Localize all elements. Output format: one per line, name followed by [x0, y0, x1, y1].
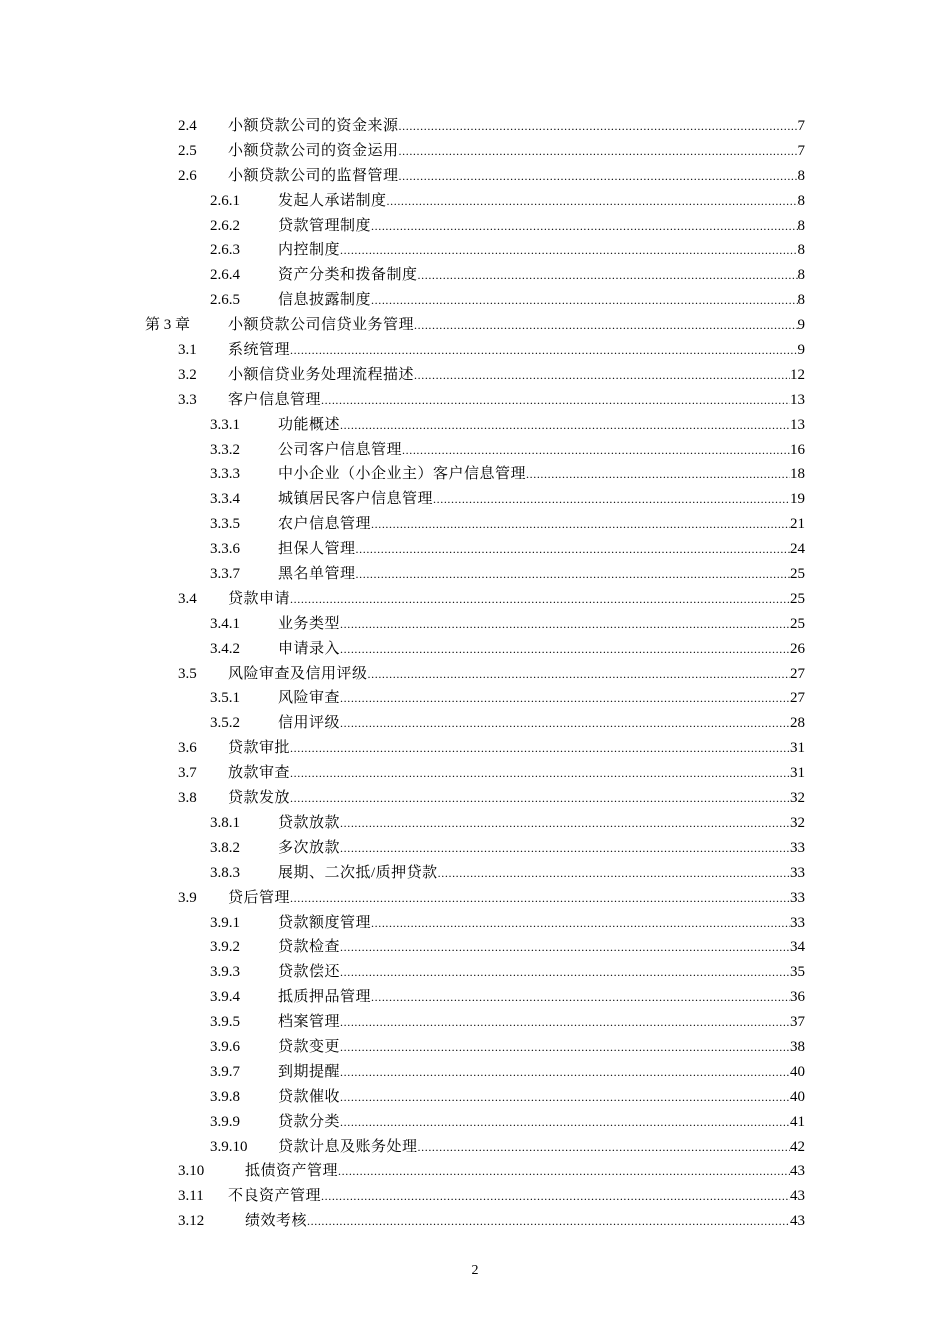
toc-entry-line — [278, 686, 805, 711]
toc-entry-line — [245, 1209, 805, 1234]
toc-entry-number: 2.6 — [178, 167, 197, 184]
toc-entry-line — [278, 1010, 805, 1035]
toc-entry-number: 3.9.2 — [210, 939, 240, 956]
toc-entry-page: 21 — [790, 516, 805, 533]
toc-dot-leader — [340, 1010, 790, 1035]
toc-entry-page: 7 — [797, 142, 805, 159]
toc-entry-line — [228, 761, 805, 786]
toc-entry-line — [278, 861, 805, 886]
toc-entry[interactable] — [0, 935, 950, 960]
toc-entry-title: 公司客户信息管理 — [278, 441, 403, 458]
toc-entry-number: 3.7 — [178, 765, 197, 782]
toc-dot-leader — [340, 1035, 790, 1060]
toc-entry-page: 41 — [790, 1113, 805, 1130]
toc-entry-line — [278, 836, 805, 861]
toc-entry-number: 2.4 — [178, 118, 197, 134]
toc-entry-line — [228, 587, 805, 612]
toc-entry-number: 2.6.5 — [210, 292, 240, 309]
toc-entry[interactable] — [0, 537, 950, 562]
toc-entry-page: 35 — [790, 964, 805, 981]
toc-entry-title: 到期提醒 — [278, 1063, 341, 1080]
toc-entry-number: 3.6 — [178, 740, 197, 757]
toc-entry-line — [278, 288, 805, 313]
toc-entry-number: 3.9.3 — [210, 964, 240, 981]
toc-dot-leader — [340, 711, 790, 736]
toc-entry-line — [228, 662, 805, 687]
toc-entry-line — [278, 960, 805, 985]
toc-entry-title: 系统管理 — [228, 342, 291, 359]
toc-entry-number: 3.3.4 — [210, 491, 240, 508]
toc-entry-page: 31 — [790, 765, 805, 782]
toc-entry-page: 28 — [790, 715, 805, 732]
toc-entry-title: 农户信息管理 — [278, 516, 372, 533]
toc-entry-line — [278, 911, 805, 936]
toc-entry-title: 贷款计息及账务处理 — [278, 1138, 418, 1155]
toc-entry-number: 2.6.4 — [210, 267, 240, 284]
toc-entry-page: 13 — [790, 391, 805, 408]
toc-entry-page: 8 — [797, 192, 805, 209]
toc-entry-number: 3.10 — [178, 1163, 205, 1180]
toc-entry[interactable] — [0, 587, 950, 612]
toc-entry-title: 内控制度 — [278, 242, 341, 259]
toc-entry-page: 9 — [797, 317, 805, 334]
toc-dot-leader — [340, 612, 790, 637]
table-of-contents — [0, 114, 950, 1234]
toc-entry[interactable] — [0, 288, 950, 313]
toc-entry-number: 3.5 — [178, 665, 197, 682]
toc-entry-line — [228, 139, 805, 164]
toc-entry-title: 风险审查 — [278, 690, 341, 707]
toc-entry-number: 3.9.5 — [210, 1014, 240, 1031]
toc-dot-leader — [340, 413, 790, 438]
toc-entry-line — [278, 1110, 805, 1135]
toc-entry-line — [228, 114, 805, 139]
toc-entry-number: 2.6.1 — [210, 192, 240, 209]
toc-entry-title: 贷款检查 — [278, 939, 341, 956]
toc-entry-title: 多次放款 — [278, 839, 341, 856]
page-number: 2 — [471, 1263, 479, 1278]
toc-entry-number: 3.2 — [178, 366, 197, 383]
toc-entry-number: 3.9.4 — [210, 989, 240, 1006]
toc-entry-title: 档案管理 — [278, 1014, 341, 1031]
toc-entry[interactable] — [0, 861, 950, 886]
toc-entry-page: 40 — [790, 1088, 805, 1105]
toc-entry-title: 业务类型 — [278, 615, 341, 632]
toc-dot-leader — [338, 1159, 790, 1184]
toc-entry[interactable] — [0, 388, 950, 413]
toc-entry-number: 3.8.3 — [210, 864, 240, 881]
toc-entry-page: 33 — [790, 839, 805, 856]
toc-entry[interactable] — [0, 139, 950, 164]
toc-entry-title: 抵质押品管理 — [278, 989, 372, 1006]
toc-entry-number: 3.9.6 — [210, 1038, 240, 1055]
toc-dot-leader — [402, 438, 790, 463]
toc-entry-line — [278, 612, 805, 637]
toc-entry-page: 34 — [790, 939, 805, 956]
toc-entry[interactable] — [0, 1060, 950, 1085]
toc-dot-leader — [371, 214, 797, 239]
toc-entry-line — [278, 214, 805, 239]
toc-entry-number: 3.12 — [178, 1213, 205, 1230]
toc-dot-leader — [414, 313, 797, 338]
toc-entry-number: 2.6.2 — [210, 217, 240, 234]
toc-entry-title: 贷款变更 — [278, 1038, 341, 1055]
toc-entry[interactable] — [0, 214, 950, 239]
toc-entry-title: 抵债资产管理 — [245, 1163, 339, 1180]
toc-entry[interactable] — [0, 1010, 950, 1035]
toc-entry-title: 小额信贷业务处理流程描述 — [228, 366, 415, 383]
toc-dot-leader — [399, 114, 798, 139]
toc-entry-page: 8 — [797, 167, 805, 184]
toc-entry-line — [228, 388, 805, 413]
toc-entry-page: 40 — [790, 1063, 805, 1080]
toc-entry-page: 32 — [790, 790, 805, 807]
toc-entry-line — [278, 1085, 805, 1110]
toc-entry[interactable] — [0, 1085, 950, 1110]
toc-entry-page: 8 — [797, 217, 805, 234]
toc-entry-line — [278, 1035, 805, 1060]
toc-entry[interactable] — [0, 637, 950, 662]
toc-entry[interactable] — [0, 1035, 950, 1060]
toc-entry-page: 33 — [790, 889, 805, 906]
toc-entry-title: 小额贷款公司的资金运用 — [228, 142, 399, 159]
toc-entry-page: 38 — [790, 1038, 805, 1055]
toc-dot-leader — [418, 1135, 790, 1160]
toc-entry-page: 19 — [790, 491, 805, 508]
toc-entry-title: 申请录入 — [278, 640, 341, 657]
toc-entry-title: 贷后管理 — [228, 889, 291, 906]
toc-entry-page: 27 — [790, 690, 805, 707]
toc-entry-number: 3.3.1 — [210, 416, 240, 433]
toc-entry-title: 不良资产管理 — [228, 1188, 322, 1205]
toc-entry-title: 小额贷款公司的监督管理 — [228, 167, 399, 184]
toc-entry-number: 3.3.6 — [210, 541, 240, 558]
toc-entry[interactable] — [0, 438, 950, 463]
toc-entry[interactable] — [0, 711, 950, 736]
toc-entry-page: 18 — [790, 466, 805, 483]
toc-entry-number: 3.4.2 — [210, 640, 240, 657]
toc-entry-line — [278, 935, 805, 960]
toc-dot-leader — [356, 562, 790, 587]
toc-entry-line — [278, 263, 805, 288]
toc-dot-leader — [321, 1184, 790, 1209]
toc-entry[interactable] — [0, 662, 950, 687]
toc-dot-leader — [340, 1110, 790, 1135]
toc-entry-number: 3.8.1 — [210, 814, 240, 831]
toc-entry-page: 43 — [790, 1163, 805, 1180]
toc-entry-number: 3.5.2 — [210, 715, 240, 732]
toc-entry[interactable] — [0, 1184, 950, 1209]
toc-dot-leader — [414, 363, 790, 388]
toc-entry-title: 绩效考核 — [245, 1213, 308, 1230]
toc-dot-leader — [290, 761, 790, 786]
toc-entry-title: 贷款分类 — [278, 1113, 341, 1130]
toc-dot-leader — [340, 1060, 790, 1085]
toc-entry-line — [278, 512, 805, 537]
toc-entry-page: 36 — [790, 989, 805, 1006]
toc-entry-line — [228, 363, 805, 388]
toc-entry-page: 24 — [790, 541, 805, 558]
toc-entry-title: 城镇居民客户信息管理 — [278, 491, 434, 508]
toc-entry[interactable] — [0, 512, 950, 537]
toc-entry-line — [278, 487, 805, 512]
toc-entry-page: 13 — [790, 416, 805, 433]
toc-entry-title: 贷款偿还 — [278, 964, 341, 981]
toc-dot-leader — [340, 811, 790, 836]
toc-entry-title: 客户信息管理 — [228, 391, 322, 408]
toc-entry-number: 3.5.1 — [210, 690, 240, 707]
toc-entry-number: 3.8.2 — [210, 839, 240, 856]
toc-entry-title: 风险审查及信用评级 — [228, 665, 368, 682]
toc-entry-title: 功能概述 — [278, 416, 341, 433]
toc-entry-line — [278, 562, 805, 587]
toc-dot-leader — [340, 686, 790, 711]
toc-dot-leader — [371, 985, 790, 1010]
toc-entry-number: 3.3.7 — [210, 566, 240, 583]
toc-entry[interactable] — [0, 1159, 950, 1184]
toc-entry[interactable] — [0, 487, 950, 512]
toc-dot-leader — [290, 886, 790, 911]
toc-entry-page: 42 — [790, 1138, 805, 1155]
toc-entry-line — [228, 338, 805, 363]
toc-entry-title: 担保人管理 — [278, 541, 356, 558]
toc-dot-leader — [368, 662, 790, 687]
toc-dot-leader — [290, 587, 790, 612]
toc-entry-line — [278, 637, 805, 662]
toc-entry-title: 信用评级 — [278, 715, 341, 732]
toc-entry-number: 3.3 — [178, 391, 197, 408]
toc-entry-title: 贷款额度管理 — [278, 914, 372, 931]
toc-entry[interactable] — [0, 238, 950, 263]
toc-entry-line — [245, 1159, 805, 1184]
toc-dot-leader — [371, 288, 797, 313]
toc-entry-page: 37 — [790, 1014, 805, 1031]
toc-entry-page: 32 — [790, 814, 805, 831]
toc-dot-leader — [371, 911, 790, 936]
toc-entry[interactable] — [0, 736, 950, 761]
toc-entry-number: 第 3 章 — [145, 317, 191, 334]
toc-entry-line — [228, 736, 805, 761]
toc-entry-number: 3.9.10 — [210, 1138, 248, 1155]
toc-entry-line — [278, 413, 805, 438]
toc-dot-leader — [340, 935, 790, 960]
toc-entry[interactable] — [0, 313, 950, 338]
toc-entry-number: 2.5 — [178, 142, 197, 159]
toc-entry-title: 信息披露制度 — [278, 292, 372, 309]
toc-entry-number: 2.6.3 — [210, 242, 240, 259]
toc-entry-page: 25 — [790, 590, 805, 607]
toc-entry[interactable] — [0, 189, 950, 214]
toc-entry[interactable] — [0, 911, 950, 936]
toc-entry-number: 3.9 — [178, 889, 197, 906]
toc-entry-line — [278, 462, 805, 487]
toc-dot-leader — [399, 139, 798, 164]
toc-entry-number: 3.9.7 — [210, 1063, 240, 1080]
toc-entry[interactable] — [0, 761, 950, 786]
toc-entry-number: 3.3.5 — [210, 516, 240, 533]
toc-entry-page: 33 — [790, 914, 805, 931]
toc-entry-title: 贷款放款 — [278, 814, 341, 831]
toc-dot-leader — [371, 512, 790, 537]
toc-entry-line — [278, 711, 805, 736]
toc-entry[interactable] — [0, 1209, 950, 1234]
toc-entry-number: 3.11 — [178, 1188, 204, 1205]
toc-entry[interactable] — [0, 413, 950, 438]
toc-entry-page: 43 — [790, 1213, 805, 1230]
toc-entry[interactable] — [0, 836, 950, 861]
toc-entry-title: 展期、二次抵/质押贷款 — [278, 864, 438, 881]
toc-entry-number: 3.1 — [178, 342, 197, 359]
toc-entry-line — [228, 164, 805, 189]
toc-entry-title: 小额贷款公司信贷业务管理 — [228, 317, 415, 334]
toc-dot-leader — [526, 462, 790, 487]
toc-dot-leader — [340, 836, 790, 861]
toc-dot-leader — [290, 786, 790, 811]
toc-entry-line — [278, 1135, 805, 1160]
toc-dot-leader — [399, 164, 798, 189]
toc-entry[interactable] — [0, 886, 950, 911]
toc-entry[interactable] — [0, 263, 950, 288]
toc-entry[interactable] — [0, 960, 950, 985]
toc-dot-leader — [340, 960, 790, 985]
toc-entry[interactable] — [0, 363, 950, 388]
toc-entry[interactable] — [0, 114, 950, 139]
toc-entry-title: 小额贷款公司的资金来源 — [228, 118, 399, 134]
toc-entry-page: 12 — [790, 366, 805, 383]
toc-entry-line — [278, 189, 805, 214]
toc-dot-leader — [438, 861, 790, 886]
toc-entry-page: 43 — [790, 1188, 805, 1205]
toc-dot-leader — [290, 736, 790, 761]
toc-entry[interactable] — [0, 811, 950, 836]
toc-dot-leader — [418, 263, 798, 288]
toc-entry[interactable] — [0, 1135, 950, 1160]
toc-entry-page: 8 — [797, 242, 805, 259]
toc-entry[interactable] — [0, 686, 950, 711]
toc-entry[interactable] — [0, 338, 950, 363]
toc-dot-leader — [340, 637, 790, 662]
toc-entry-page: 16 — [790, 441, 805, 458]
toc-entry-title: 贷款催收 — [278, 1088, 341, 1105]
toc-dot-leader — [307, 1209, 790, 1234]
toc-entry-number: 3.9.1 — [210, 914, 240, 931]
toc-entry[interactable] — [0, 786, 950, 811]
toc-entry-number: 3.9.8 — [210, 1088, 240, 1105]
toc-entry-page: 7 — [797, 118, 805, 134]
toc-entry-line — [278, 438, 805, 463]
toc-entry-page: 27 — [790, 665, 805, 682]
toc-entry-title: 发起人承诺制度 — [278, 192, 387, 209]
toc-dot-leader — [433, 487, 790, 512]
toc-entry[interactable] — [0, 164, 950, 189]
toc-entry-page: 25 — [790, 615, 805, 632]
toc-dot-leader — [321, 388, 790, 413]
toc-entry-line — [228, 886, 805, 911]
toc-entry-title: 贷款管理制度 — [278, 217, 372, 234]
toc-dot-leader — [356, 537, 790, 562]
toc-entry-line — [278, 1060, 805, 1085]
toc-entry-title: 资产分类和拨备制度 — [278, 267, 418, 284]
toc-entry-page: 33 — [790, 864, 805, 881]
toc-entry[interactable] — [0, 985, 950, 1010]
toc-entry[interactable] — [0, 562, 950, 587]
toc-entry-page: 9 — [797, 342, 805, 359]
toc-entry-number: 3.3.2 — [210, 441, 240, 458]
toc-entry-title: 贷款审批 — [228, 740, 291, 757]
toc-entry[interactable] — [0, 612, 950, 637]
toc-entry-title: 黑名单管理 — [278, 566, 356, 583]
toc-entry[interactable] — [0, 462, 950, 487]
toc-entry-page: 26 — [790, 640, 805, 657]
toc-entry-title: 贷款申请 — [228, 590, 291, 607]
toc-entry-line — [278, 985, 805, 1010]
toc-entry-line — [278, 238, 805, 263]
toc-dot-leader — [387, 189, 798, 214]
toc-entry-number: 3.4 — [178, 590, 197, 607]
toc-dot-leader — [340, 238, 797, 263]
toc-entry[interactable] — [0, 1110, 950, 1135]
toc-entry-line — [278, 537, 805, 562]
toc-dot-leader — [340, 1085, 790, 1110]
toc-entry-page: 25 — [790, 566, 805, 583]
toc-entry-page: 8 — [797, 292, 805, 309]
toc-entry-title: 中小企业（小企业主）客户信息管理 — [278, 466, 527, 483]
toc-entry-page: 31 — [790, 740, 805, 757]
toc-entry-page: 8 — [797, 267, 805, 284]
toc-entry-line — [228, 786, 805, 811]
toc-entry-number: 3.8 — [178, 790, 197, 807]
toc-entry-title: 放款审查 — [228, 765, 291, 782]
toc-entry-number: 3.4.1 — [210, 615, 240, 632]
toc-entry-line — [228, 313, 805, 338]
toc-entry-line — [228, 1184, 805, 1209]
toc-entry-number: 3.3.3 — [210, 466, 240, 483]
toc-entry-title: 贷款发放 — [228, 790, 291, 807]
toc-entry-line — [278, 811, 805, 836]
toc-dot-leader — [290, 338, 797, 363]
toc-entry-number: 3.9.9 — [210, 1113, 240, 1130]
